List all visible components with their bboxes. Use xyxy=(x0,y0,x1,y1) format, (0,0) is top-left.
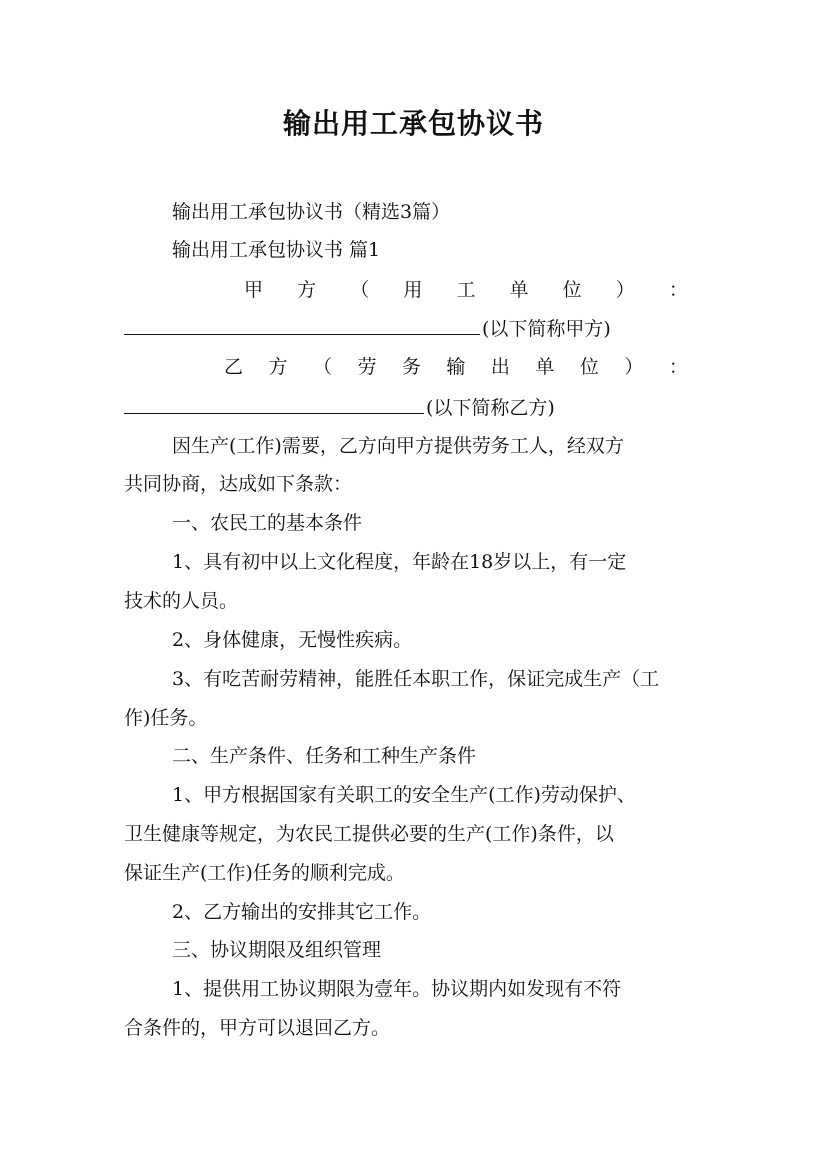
paragraph-line: 1、甲方根据国家有关职工的安全生产(工作)劳动保护、 xyxy=(172,784,636,806)
paragraph-line: 作)任务。 xyxy=(124,707,208,729)
paragraph-line: 2、身体健康，无慢性疾病。 xyxy=(172,629,413,651)
section-heading: 二、生产条件、任务和工种生产条件 xyxy=(172,745,477,767)
paragraph-line: 共同协商，达成如下条款： xyxy=(124,473,353,495)
party-b-blank[interactable] xyxy=(124,393,424,414)
paragraph-line: 技术的人员。 xyxy=(124,590,239,612)
party-b-label: 乙 方 （ 劳 务 输 出 单 位 ） ： xyxy=(224,356,688,378)
paragraph-line: 2、乙方输出的安排其它工作。 xyxy=(172,901,432,923)
party-a-blank-line: (以下简称甲方) xyxy=(124,314,704,343)
document-title: 输出用工承包协议书 xyxy=(282,107,544,140)
paragraph-line: 1、提供用工协议期限为壹年。协议期内如发现有不符 xyxy=(172,978,622,1000)
section-heading: 输出用工承包协议书 篇1 xyxy=(172,239,381,261)
party-b-blank-line: (以下简称乙方) xyxy=(124,393,704,422)
paragraph-line: 保证生产(工作)任务的顺利完成。 xyxy=(124,862,405,884)
section-heading: 一、农民工的基本条件 xyxy=(172,512,363,534)
party-a-blank[interactable] xyxy=(124,314,480,335)
paragraph-line: 合条件的，甲方可以退回乙方。 xyxy=(124,1017,391,1039)
intro-line: 输出用工承包协议书（精选3篇） xyxy=(172,201,451,223)
paragraph-line: 因生产(工作)需要，乙方向甲方提供劳务工人，经双方 xyxy=(172,435,624,457)
paragraph-line: 3、有吃苦耐劳精神，能胜任本职工作，保证完成生产（工 xyxy=(172,668,660,690)
paragraph-line: 卫生健康等规定，为农民工提供必要的生产(工作)条件，以 xyxy=(124,823,614,845)
party-a-label: 甲 方 （ 用 工 单 位 ） ： xyxy=(244,279,688,301)
paragraph-line: 1、具有初中以上文化程度，年龄在18岁以上，有一定 xyxy=(172,551,627,573)
section-heading: 三、协议期限及组织管理 xyxy=(172,939,382,961)
